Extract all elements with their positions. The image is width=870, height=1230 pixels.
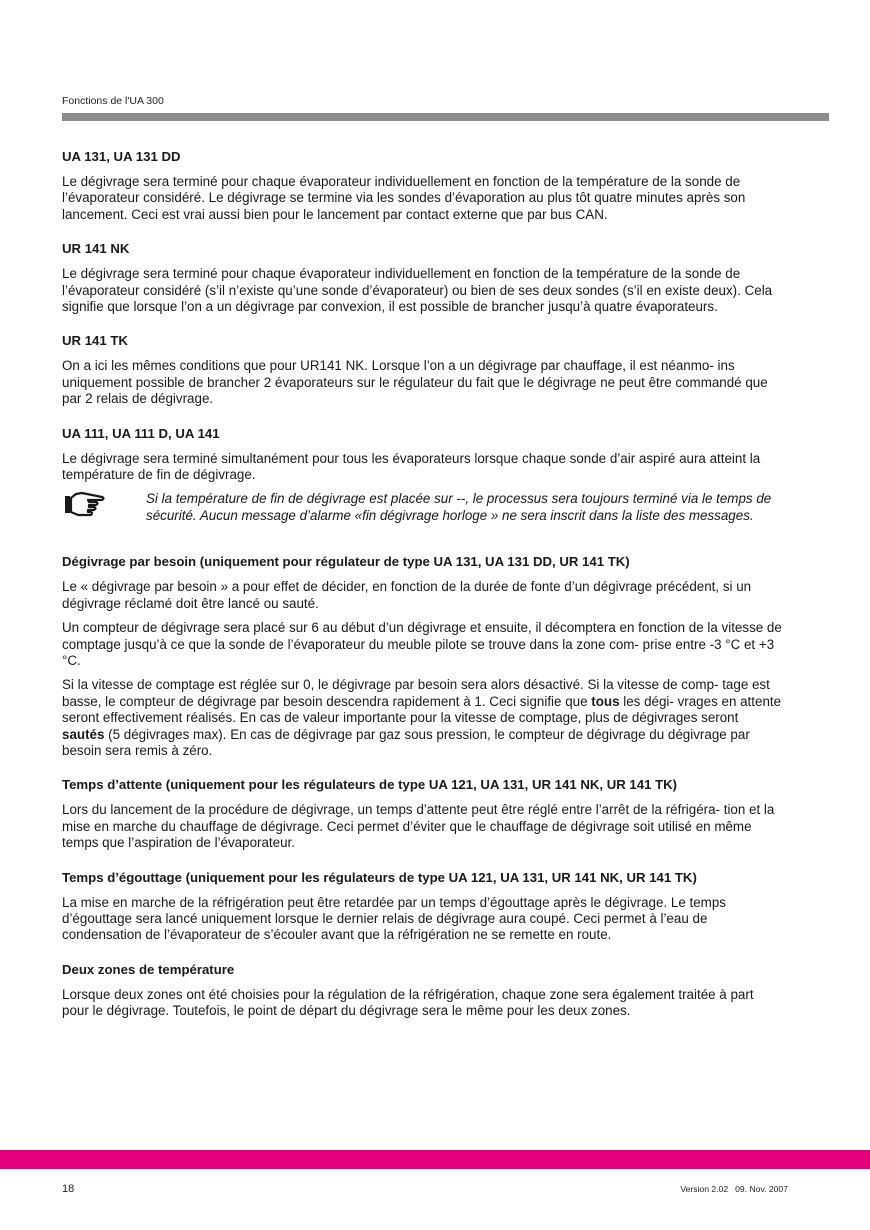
section-heading: Temps d’égouttage (uniquement pour les régulateurs de type UA 121, UA 131, UR 141 NK, UR 141 TK) (62, 869, 697, 885)
section-paragraph: Un compteur de dégivrage sera placé sur 6 au début d’un dégivrage et ensuite, il décomptera en fonction de la vitesse de comptage jusqu’à ce que la sonde de l’évaporateur du meuble pilote se trouve dans la zone com- prise entre -3 °C et +3 °C. (62, 620, 782, 668)
section-paragraph: Le dégivrage sera terminé simultanément pour tous les évaporateurs lorsque chaque sonde d’air aspiré aura atteint la température de fin de dégivrage. (62, 450, 761, 483)
running-header-title: Fonctions de l'UA 300 (62, 95, 164, 107)
section-heading: UA 131, UA 131 DD (62, 149, 181, 164)
section-paragraph: Lorsque deux zones ont été choisies pour la régulation de la réfrigération, chaque zone sera également traitée à part pour le dégivrage. Toutefois, le point de départ du dégivrage sera le même pour les deux zones. (62, 986, 754, 1019)
note-box (62, 491, 784, 532)
section-ua131 (62, 149, 784, 223)
bold-text-run: tous (591, 693, 620, 709)
pointing-hand-icon (62, 491, 146, 521)
section-heading: Deux zones de température (62, 961, 235, 977)
section-ur141tk (62, 333, 784, 407)
section-ur141nk (62, 241, 784, 315)
section-heading: Dégivrage par besoin (uniquement pour régulateur de type UA 131, UA 131 DD, UR 141 TK) (62, 554, 630, 570)
section-ua111 (62, 426, 784, 484)
section-paragraph: Le « dégivrage par besoin » a pour effet de décider, en fonction de la durée de fonte d’un dégivrage précédent, si un dégivrage réclamé doit être lancé ou sauté. (62, 579, 752, 611)
note-text: Si la température de fin de dégivrage est placée sur --, le processus sera toujours terminé via le temps de sécurité. Aucun message d’alarme «fin dégivrage horloge » ne sera inscrit dans la liste des messages. (146, 491, 772, 523)
footer-bar (0, 1150, 870, 1169)
section-paragraph-rich (62, 677, 784, 759)
version-label: Version 2.02 (680, 1184, 729, 1194)
section-paragraph: Lors du lancement de la procédure de dégivrage, un temps d’attente peut être réglé entre l’arrêt de la réfrigéra- tion et la mise en marche du chauffage de dégivrage. Ceci permet d’éviter que le chauffage de dégivrage soit utilisé en même temps que l’aspiration de l’évaporateur. (62, 802, 775, 851)
section-degivrage-par-besoin (62, 554, 784, 759)
page-number: 18 (62, 1183, 75, 1195)
section-paragraph: La mise en marche de la réfrigération peut être retardée par un temps d’égouttage après le dégivrage. Le temps d’égouttage sera lancé uniquement lorsque le dernier relais de dégivrage aura coupé. Ceci permet à l’eau de condensation de l’évaporateur de s’écouler avant que la réfrigération ne se remette en route. (62, 894, 726, 943)
text-run: (5 dégivrages max). En cas de dégivrage par gaz sous pression, le compteur de dégivrage du dégivrage par besoin sera remis à zéro. (62, 726, 750, 758)
section-heading: UR 141 NK (62, 241, 130, 257)
header-rule (62, 113, 829, 121)
section-paragraph: Le dégivrage sera terminé pour chaque évaporateur individuellement en fonction de la température de la sonde de l’évaporateur considéré. Le dégivrage se termine via les sondes d’évaporation au plus tôt quatre minutes après son lancement. Ceci est vrai aussi bien pour le lancement par contact externe que par bus CAN. (62, 174, 746, 222)
section-heading: UA 111, UA 111 D, UA 141 (62, 425, 220, 441)
bold-text-run: sautés (62, 726, 105, 742)
section-paragraph: Le dégivrage sera terminé pour chaque évaporateur individuellement en fonction de la température de la sonde de l’évaporateur considéré (s’il n’existe qu’une sonde d’évaporateur) ou bien de ses deux sondes (s’il en existe deux). Cela signifie que lorsque l’on a un dégivrage par convexion, il est possible de brancher jusqu’à quatre évaporateurs. (62, 266, 773, 315)
section-deux-zones (62, 962, 784, 1020)
page-content (62, 149, 784, 1038)
section-paragraph: On a ici les mêmes conditions que pour UR141 NK. Lorsque l’on a un dégivrage par chauffage, il est néanmo- ins uniquement possible de brancher 2 évaporateurs sur le régulateur du fait que le dégivrage ne peut être commandé que par 2 relais de dégivrage. (62, 358, 768, 407)
text-run: Si la vitesse de comptage est réglée sur 0, le dégivrage par besoin sera alors désactivé. Si la vitesse de comp- tage est basse, le compteur de dégivrage par besoin descendra rapidement à 1. Ceci signifie que (62, 677, 770, 709)
version-date: 09. Nov. 2007 (735, 1184, 788, 1194)
section-heading: UR 141 TK (62, 333, 128, 349)
text-run: les dégi- vrages en attente seront effectivement réalisés. En cas de valeur importante pour la vitesse de comptage, plus de dégivrages seront (62, 693, 782, 726)
section-heading: Temps d’attente (uniquement pour les régulateurs de type UA 121, UA 131, UR 141 NK, UR 141 TK) (62, 777, 678, 793)
section-temps-egouttage (62, 870, 784, 944)
section-temps-attente (62, 777, 784, 851)
version-info (680, 1184, 788, 1194)
